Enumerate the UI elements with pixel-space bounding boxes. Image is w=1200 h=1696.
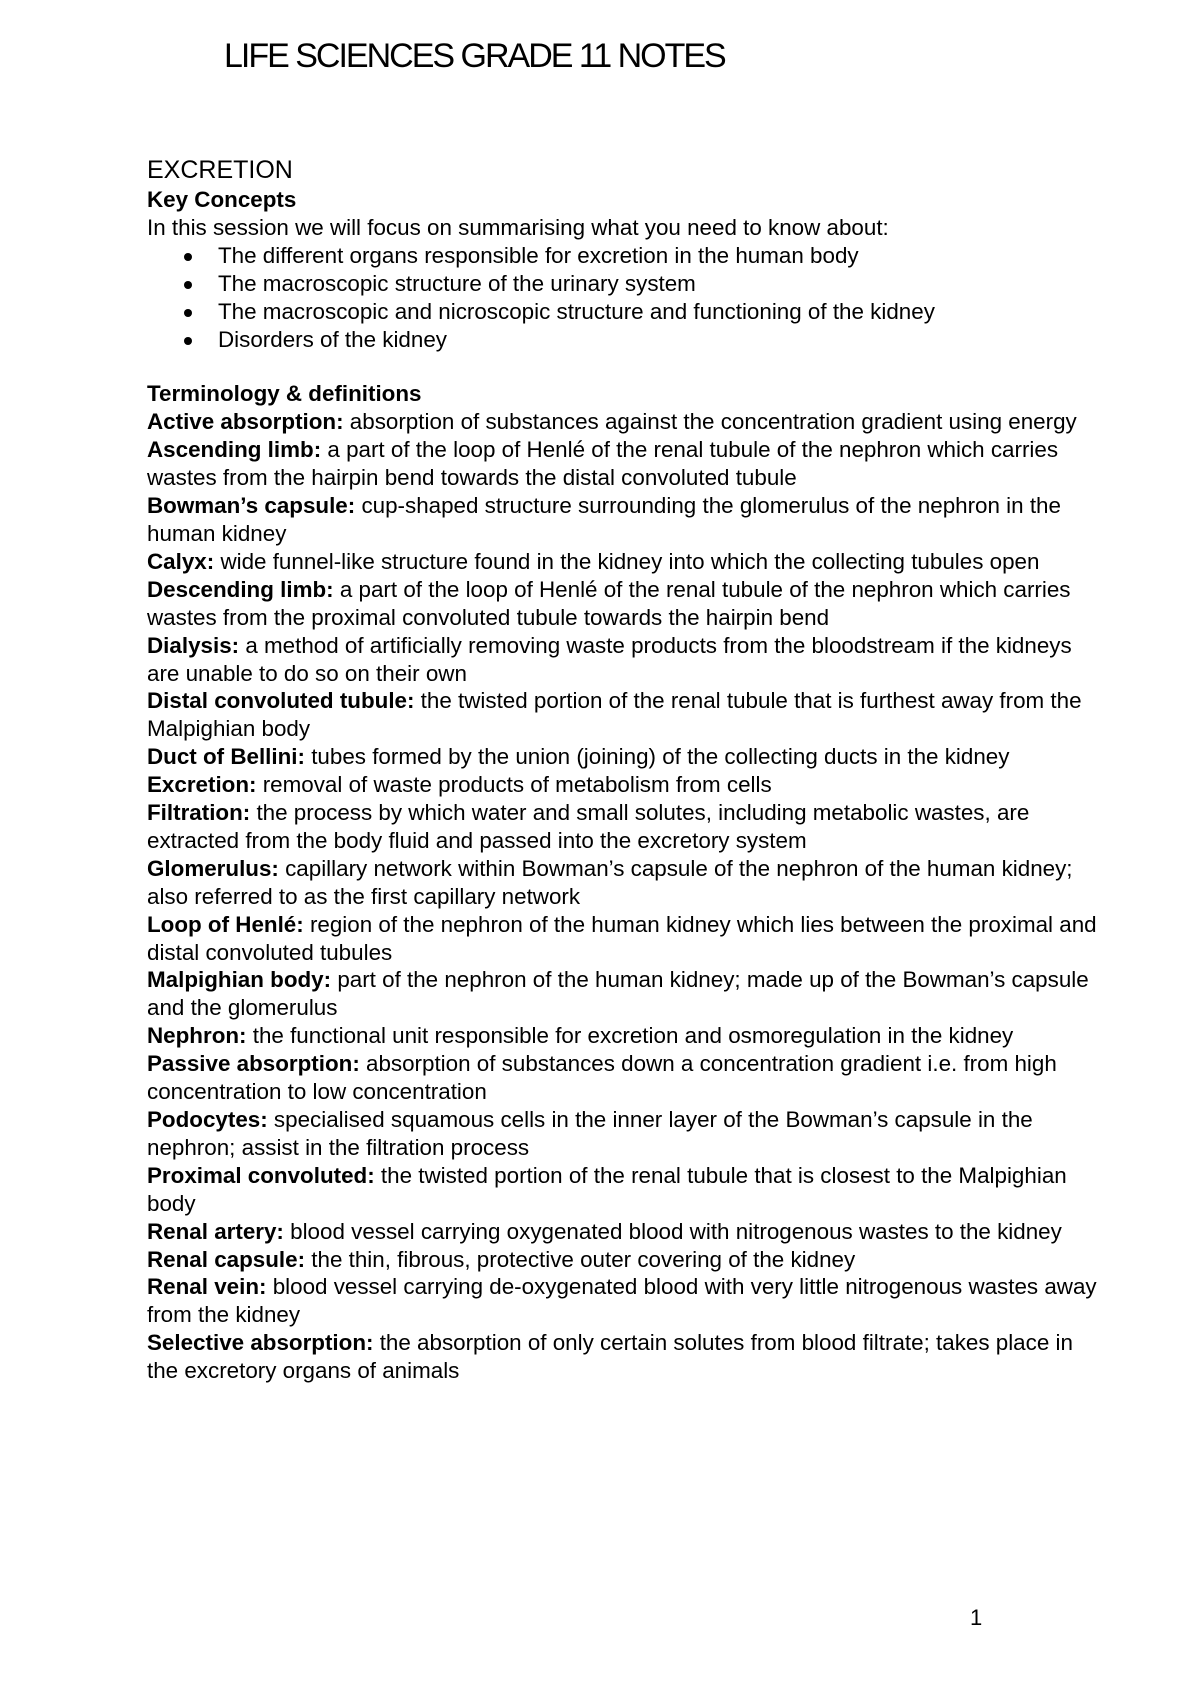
definition-term: Nephron:	[147, 1023, 247, 1049]
page-number: 1	[970, 1605, 983, 1630]
definition-item	[147, 1106, 1097, 1162]
definition-term: Passive absorption:	[147, 1051, 360, 1077]
definition-item	[147, 1246, 1097, 1274]
definition-item	[147, 743, 1097, 771]
definition-term: Distal convoluted tubule:	[147, 688, 415, 714]
definition-text: blood vessel carrying oxygenated blood with nitrogenous wastes to the kidney	[283, 1218, 1062, 1244]
key-concepts-list	[147, 242, 1097, 354]
definition-item	[147, 492, 1097, 548]
definition-term: Active absorption:	[147, 409, 344, 435]
list-item-text: The macroscopic and nicroscopic structure and functioning of the kidney	[218, 298, 935, 324]
definition-term: Selective absorption:	[147, 1330, 374, 1356]
bullet-icon	[184, 337, 192, 345]
definition-term: Proximal convoluted:	[147, 1162, 375, 1188]
definition-text: a method of artificially removing waste products from the bloodstream if the kidneys are unable to do so on their own	[147, 632, 1072, 686]
definition-text: blood vessel carrying de-oxygenated blood with very little nitrogenous wastes away from the kidney	[147, 1274, 1097, 1328]
definition-term: Renal capsule:	[147, 1246, 306, 1272]
bullet-icon	[184, 309, 192, 317]
definition-text: the thin, fibrous, protective outer covering of the kidney	[305, 1246, 856, 1272]
key-concepts-heading: Key Concepts	[147, 187, 297, 212]
definition-text: the functional unit responsible for excretion and osmoregulation in the kidney	[246, 1023, 1014, 1049]
definition-text: capillary network within Bowman’s capsule of the nephron of the human kidney; also referred to as the first capillary network	[147, 855, 1073, 909]
definition-item	[147, 855, 1097, 911]
list-item	[184, 298, 1097, 326]
definition-item	[147, 1162, 1097, 1218]
definition-item	[147, 1050, 1097, 1106]
definition-item	[147, 1273, 1097, 1329]
definition-term: Malpighian body:	[147, 967, 332, 993]
definition-term: Glomerulus:	[147, 855, 279, 881]
definition-term: Podocytes:	[147, 1107, 268, 1132]
definition-term: Excretion:	[147, 772, 257, 798]
list-item-text: Disorders of the kidney	[218, 326, 447, 352]
definition-item	[147, 771, 1097, 799]
definition-item	[147, 548, 1097, 576]
definition-text: region of the nephron of the human kidney which lies between the proximal and distal convoluted tubules	[147, 911, 1097, 965]
section-heading: EXCRETION	[147, 156, 293, 184]
bullet-icon	[184, 281, 192, 289]
definition-item	[147, 576, 1097, 632]
bullet-icon	[184, 253, 192, 261]
definition-text: cup-shaped structure surrounding the glomerulus of the nephron in the human kidney	[147, 493, 1061, 546]
terminology-heading: Terminology & definitions	[147, 381, 422, 407]
list-item	[184, 326, 1097, 354]
definition-term: Duct of Bellini:	[147, 744, 305, 770]
definition-item	[147, 1218, 1097, 1246]
definition-text: the absorption of only certain solutes from blood filtrate; takes place in the excretory organs of animals	[147, 1330, 1073, 1384]
definition-item	[147, 799, 1097, 855]
list-item-text: The different organs responsible for excretion in the human body	[218, 242, 859, 268]
list-item	[184, 242, 1097, 270]
definition-item	[147, 408, 1097, 436]
document-body	[147, 154, 1097, 1385]
definition-text: wide funnel-like structure found in the kidney into which the collecting tubules open	[214, 548, 1040, 574]
definition-item	[147, 911, 1097, 967]
definition-text: tubes formed by the union (joining) of the collecting ducts in the kidney	[304, 744, 1010, 770]
definition-term: Renal artery:	[147, 1218, 284, 1244]
definition-term: Bowman’s capsule:	[147, 493, 356, 519]
definition-text: specialised squamous cells in the inner layer of the Bowman’s capsule in the nephron; assist in the filtration process	[147, 1107, 1033, 1160]
definition-term: Calyx:	[147, 548, 215, 574]
definition-text: absorption of substances against the concentration gradient using energy	[343, 409, 1077, 435]
definition-text: the twisted portion of the renal tubule that is closest to the Malpighian body	[147, 1162, 1067, 1216]
definition-item	[147, 1022, 1097, 1050]
definition-text: a part of the loop of Henlé of the renal tubule of the nephron which carries wastes from the proximal convoluted tubule towards the hairpin bend	[147, 576, 1071, 630]
definitions-list	[147, 408, 1097, 1385]
list-item	[184, 270, 1097, 298]
definition-term: Loop of Henlé:	[147, 911, 304, 937]
definition-text: a part of the loop of Henlé of the renal tubule of the nephron which carries wastes from the hairpin bend towards the distal convoluted tubule	[147, 437, 1059, 491]
definition-term: Renal vein:	[147, 1274, 267, 1300]
definition-term: Descending limb:	[147, 576, 334, 602]
spacer	[147, 353, 1097, 380]
intro-text: In this session we will focus on summarising what you need to know about:	[147, 214, 889, 240]
definition-term: Dialysis:	[147, 632, 240, 658]
definition-item	[147, 687, 1097, 743]
definition-item	[147, 632, 1097, 688]
definition-item	[147, 1329, 1097, 1385]
definition-term: Ascending limb:	[147, 437, 322, 463]
document-title: LIFE SCIENCES GRADE 11 NOTES	[224, 37, 725, 75]
definition-term: Filtration:	[147, 800, 251, 826]
definition-text: removal of waste products of metabolism from cells	[256, 772, 772, 798]
definition-text: absorption of substances down a concentration gradient i.e. from high concentration to low concentration	[147, 1051, 1057, 1105]
list-item-text: The macroscopic structure of the urinary system	[218, 270, 696, 296]
definition-text: the twisted portion of the renal tubule that is furthest away from the Malpighian body	[147, 688, 1082, 742]
definition-item	[147, 436, 1097, 492]
definition-text: part of the nephron of the human kidney; made up of the Bowman’s capsule and the glomerulus	[147, 967, 1089, 1021]
definition-text: the process by which water and small solutes, including metabolic wastes, are extracted from the body fluid and passed into the excretory system	[147, 800, 1030, 853]
definition-item	[147, 966, 1097, 1022]
